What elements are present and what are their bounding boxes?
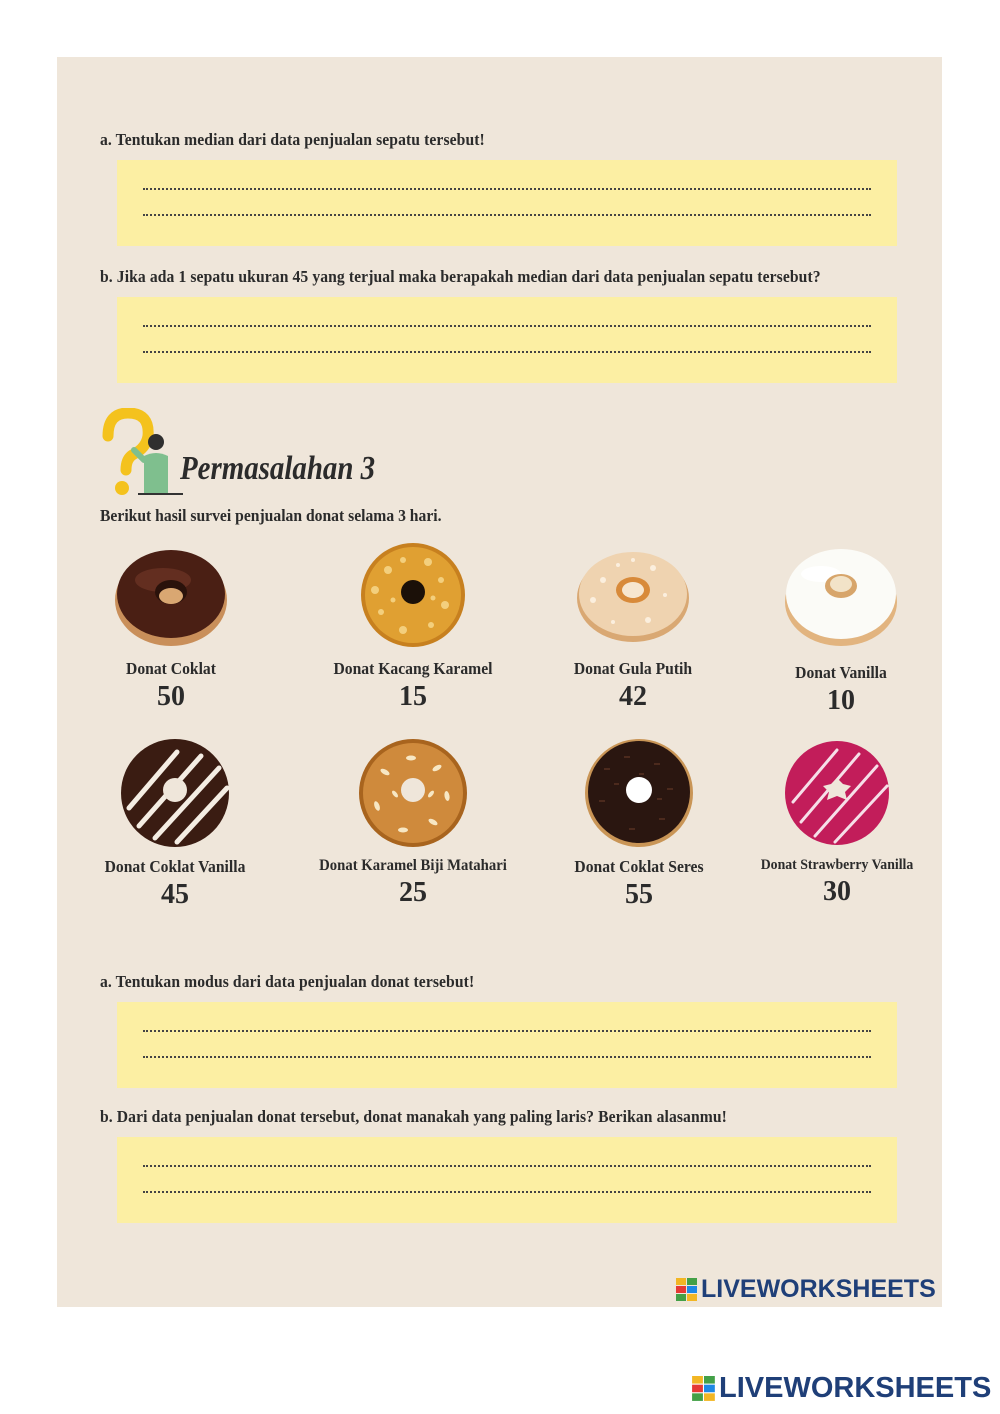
donut-count: 55 xyxy=(625,879,653,910)
watermark-outer[interactable] xyxy=(692,1372,991,1405)
sugar-donut-image xyxy=(573,540,693,650)
donut-name: Donat Gula Putih xyxy=(573,659,693,678)
watermark-text: LIVEWORKSHEETS xyxy=(701,1275,936,1303)
answer-input-paling-laris-line-2[interactable] xyxy=(143,1171,871,1195)
donut-card xyxy=(56,540,286,713)
section-title: Permasalahan 3 xyxy=(180,450,376,487)
answer-box-median xyxy=(117,160,897,246)
question-b-paling-laris: b. Dari data penjualan donat tersebut, donat manakah yang paling laris? Berikan alasanmu! xyxy=(100,1107,727,1126)
donut-card xyxy=(518,540,748,713)
caramel-nut-donut-image xyxy=(353,540,473,650)
question-a-modus: a. Tentukan modus dari data penjualan donat tersebut! xyxy=(100,972,475,991)
question-b-median-45: b. Jika ada 1 sepatu ukuran 45 yang terjual maka berapakah median dari data penjualan sepatu tersebut? xyxy=(100,267,821,286)
answer-input-paling-laris-line-1[interactable] xyxy=(143,1145,871,1169)
vanilla-donut-image xyxy=(781,540,901,650)
donut-card xyxy=(726,540,956,717)
question-a-median: a. Tentukan median dari data penjualan sepatu tersebut! xyxy=(100,130,485,149)
answer-box-median-45 xyxy=(117,297,897,383)
donut-name: Donat Kacang Karamel xyxy=(333,659,493,678)
answer-box-modus xyxy=(117,1002,897,1088)
answer-input-modus-line-2[interactable] xyxy=(143,1036,871,1060)
strawberry-vanilla-donut-image xyxy=(777,738,897,848)
section-intro: Berikut hasil survei penjualan donat selama 3 hari. xyxy=(100,506,442,525)
donut-card xyxy=(524,738,754,911)
donut-count: 15 xyxy=(399,681,427,712)
donut-name: Donat Vanilla xyxy=(795,663,887,682)
donut-count: 30 xyxy=(823,876,851,907)
watermark-inner xyxy=(676,1275,936,1304)
donut-card xyxy=(60,738,290,911)
answer-input-median-45-line-2[interactable] xyxy=(143,331,871,355)
donut-count: 45 xyxy=(161,879,189,910)
donut-name: Donat Karamel Biji Matahari xyxy=(319,857,507,874)
watermark-text: LIVEWORKSHEETS xyxy=(719,1372,992,1404)
answer-input-median-45-line-1[interactable] xyxy=(143,305,871,329)
donut-name: Donat Coklat Seres xyxy=(574,857,704,876)
chocolate-donut-image xyxy=(111,540,231,650)
liveworksheets-logo-icon xyxy=(676,1278,698,1302)
answer-input-modus-line-1[interactable] xyxy=(143,1010,871,1034)
donut-card xyxy=(298,738,528,909)
question-person-icon xyxy=(98,408,183,498)
answer-box-paling-laris xyxy=(117,1137,897,1223)
donut-count: 10 xyxy=(827,685,855,716)
answer-input-median-line-2[interactable] xyxy=(143,194,871,218)
liveworksheets-logo-icon xyxy=(692,1376,716,1402)
caramel-sunflower-seed-donut-image xyxy=(353,738,473,848)
chocolate-sprinkle-donut-image xyxy=(579,738,699,848)
donut-count: 50 xyxy=(157,681,185,712)
answer-input-median-line-1[interactable] xyxy=(143,168,871,192)
donut-name: Donat Coklat xyxy=(126,659,216,678)
chocolate-vanilla-donut-image xyxy=(115,738,235,848)
donut-count: 25 xyxy=(399,877,427,908)
donut-name: Donat Coklat Vanilla xyxy=(104,857,246,876)
donut-card xyxy=(298,540,528,713)
donut-count: 42 xyxy=(619,681,647,712)
donut-card xyxy=(722,738,952,908)
donut-name: Donat Strawberry Vanilla xyxy=(760,857,914,873)
